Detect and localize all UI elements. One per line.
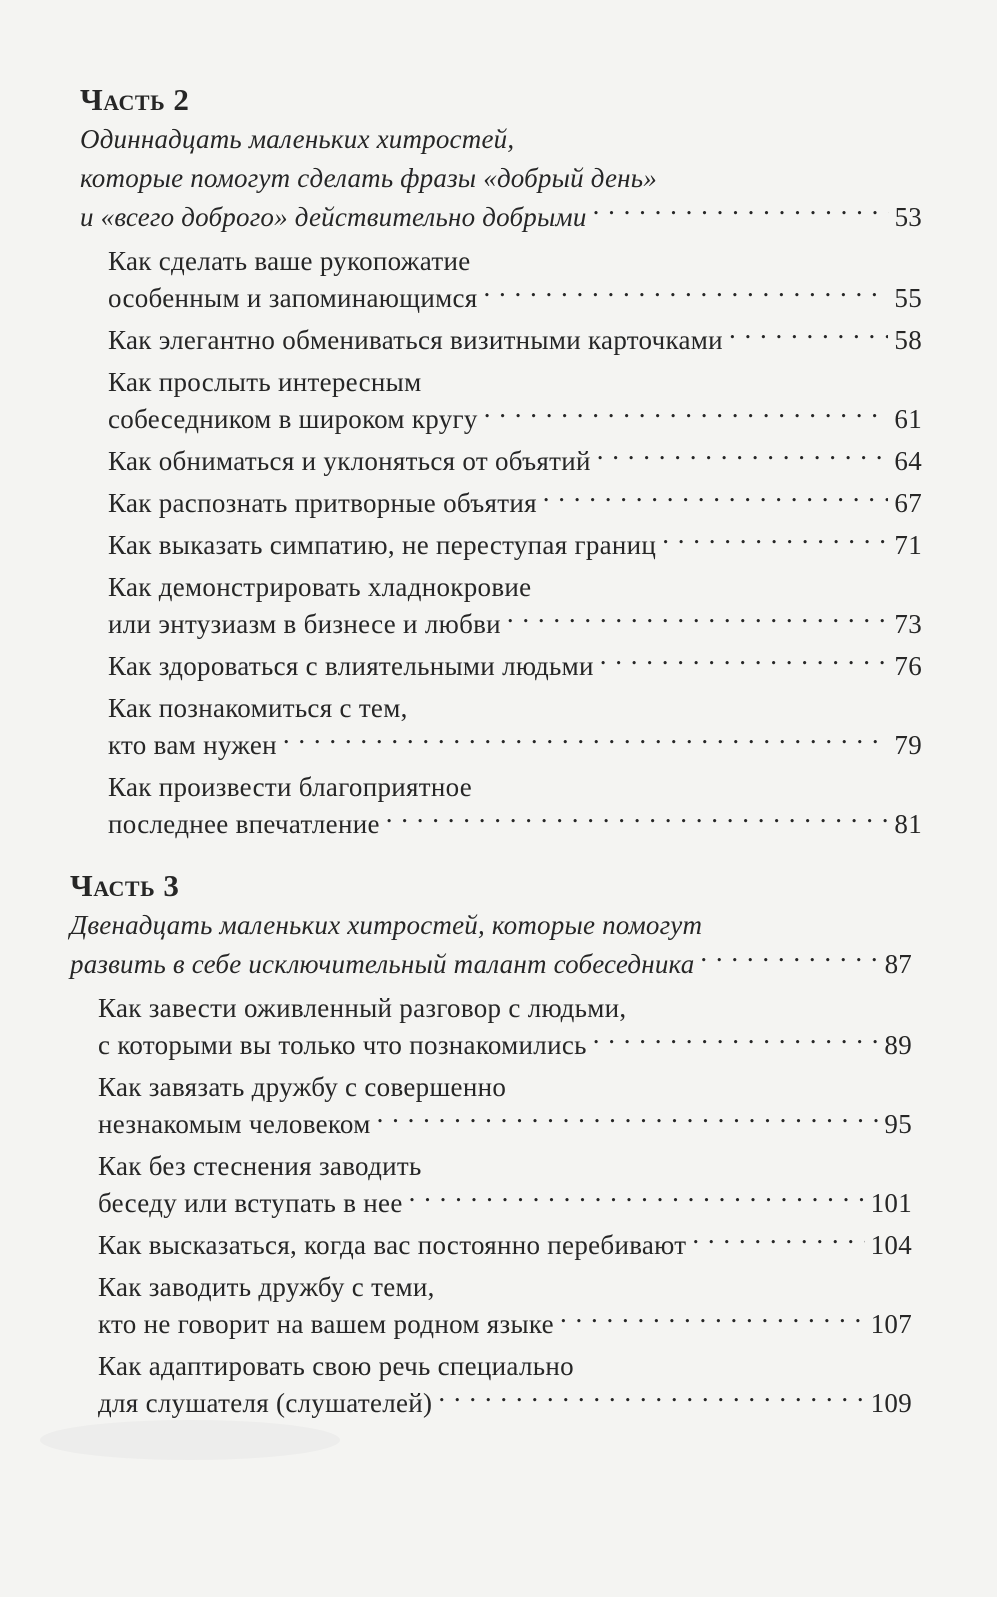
dot-leader bbox=[377, 1106, 879, 1133]
entry-last-line bbox=[98, 1385, 912, 1422]
entry-text: или энтузиазм в бизнесе и любви bbox=[108, 609, 501, 639]
entry-text: кто не говорит на вашем родном языке bbox=[98, 1309, 554, 1339]
toc-entry bbox=[108, 569, 922, 643]
toc-entry bbox=[108, 527, 922, 564]
dot-leader bbox=[662, 527, 888, 554]
toc-entries bbox=[70, 990, 912, 1422]
toc-entry bbox=[108, 443, 922, 480]
entry-last-line bbox=[98, 1227, 912, 1264]
entry-line: Как прослыть интересным bbox=[108, 367, 422, 397]
entry-text: Как обниматься и уклоняться от объятий bbox=[108, 446, 591, 476]
page-number: 67 bbox=[894, 488, 922, 518]
entry-last-line bbox=[108, 727, 922, 764]
page-number: 107 bbox=[870, 1309, 912, 1339]
toc-entry bbox=[108, 485, 922, 522]
entry-last-line bbox=[98, 1027, 912, 1064]
page-number: 73 bbox=[894, 609, 922, 639]
page-number: 79 bbox=[894, 730, 922, 760]
entry-last-line bbox=[108, 806, 922, 843]
part-subtitle bbox=[70, 906, 912, 984]
dot-leader bbox=[700, 946, 878, 973]
part-heading: Часть 3 bbox=[70, 868, 180, 903]
toc-entry bbox=[108, 769, 922, 843]
entry-last-line bbox=[108, 648, 922, 685]
page-number: 61 bbox=[894, 404, 922, 434]
entry-last-line bbox=[108, 527, 922, 564]
entry-line: Как завести оживленный разговор с людьми, bbox=[98, 993, 627, 1023]
entry-text: для слушателя (слушателей) bbox=[98, 1388, 433, 1418]
entry-line: Как заводить дружбу с теми, bbox=[98, 1272, 435, 1302]
page-number: 95 bbox=[884, 1109, 912, 1139]
toc-entry bbox=[98, 1348, 912, 1422]
toc-entry bbox=[108, 690, 922, 764]
entry-last-line bbox=[108, 401, 922, 438]
toc-entry bbox=[98, 1148, 912, 1222]
page-number: 81 bbox=[894, 809, 922, 839]
entry-line: Как завязать дружбу с совершенно bbox=[98, 1072, 507, 1102]
subtitle-last-line bbox=[70, 945, 912, 984]
entry-text: кто вам нужен bbox=[108, 730, 277, 760]
toc-entry bbox=[98, 1269, 912, 1343]
subtitle-line: Одиннадцать маленьких хитростей, bbox=[80, 124, 515, 154]
dot-leader bbox=[597, 443, 889, 470]
toc-entry bbox=[98, 1227, 912, 1264]
toc-part-3 bbox=[70, 868, 912, 1427]
entry-text: особенным и запоминающимся bbox=[108, 283, 478, 313]
page-number: 104 bbox=[870, 1230, 912, 1260]
entry-last-line bbox=[98, 1306, 912, 1343]
dot-leader bbox=[507, 606, 888, 633]
dot-leader bbox=[543, 485, 889, 512]
page-number: 71 bbox=[894, 530, 922, 560]
page-number: 87 bbox=[884, 949, 912, 979]
entry-text: Как выказать симпатию, не переступая границ bbox=[108, 530, 657, 560]
toc-entry bbox=[108, 243, 922, 317]
dot-leader bbox=[438, 1385, 864, 1412]
dot-leader bbox=[729, 322, 888, 349]
toc-entries bbox=[80, 243, 922, 843]
entry-line: Как без стеснения заводить bbox=[98, 1151, 422, 1181]
entry-last-line bbox=[98, 1106, 912, 1143]
dot-leader bbox=[560, 1306, 865, 1333]
dot-leader bbox=[283, 727, 888, 754]
entry-last-line bbox=[108, 443, 922, 480]
page-number: 58 bbox=[894, 325, 922, 355]
toc-part-2 bbox=[80, 82, 922, 848]
entry-last-line bbox=[108, 485, 922, 522]
page-number: 64 bbox=[894, 446, 922, 476]
entry-text: беседу или вступать в нее bbox=[98, 1188, 403, 1218]
dot-leader bbox=[593, 199, 889, 226]
subtitle-text: и «всего доброго» действительно добрыми bbox=[80, 202, 587, 232]
subtitle-last-line bbox=[80, 198, 922, 237]
entry-last-line bbox=[98, 1185, 912, 1222]
subtitle-text: развить в себе исключительный талант собеседника bbox=[70, 949, 695, 979]
entry-line: Как произвести благоприятное bbox=[108, 772, 473, 802]
subtitle-line: которые помогут сделать фразы «добрый день» bbox=[80, 163, 657, 193]
entry-last-line bbox=[108, 322, 922, 359]
page-number: 109 bbox=[870, 1388, 912, 1418]
entry-line: Как сделать ваше рукопожатие bbox=[108, 246, 471, 276]
page-number: 76 bbox=[894, 651, 922, 681]
dot-leader bbox=[593, 1027, 879, 1054]
entry-line: Как познакомиться с тем, bbox=[108, 693, 408, 723]
entry-last-line bbox=[108, 606, 922, 643]
page-number: 101 bbox=[870, 1188, 912, 1218]
entry-line: Как демонстрировать хладнокровие bbox=[108, 572, 532, 602]
dot-leader bbox=[409, 1185, 865, 1212]
dot-leader bbox=[484, 401, 889, 428]
entry-text: с которыми вы только что познакомились bbox=[98, 1030, 587, 1060]
page-number: 53 bbox=[894, 202, 922, 232]
dot-leader bbox=[484, 280, 889, 307]
toc-entry bbox=[108, 648, 922, 685]
subtitle-line: Двенадцать маленьких хитростей, которые помогут bbox=[70, 910, 703, 940]
part-subtitle bbox=[80, 120, 922, 237]
page-number: 55 bbox=[894, 283, 922, 313]
entry-text: Как распознать притворные объятия bbox=[108, 488, 537, 518]
part-heading: Часть 2 bbox=[80, 82, 190, 117]
entry-text: Как здороваться с влиятельными людьми bbox=[108, 651, 594, 681]
page-number: 89 bbox=[884, 1030, 912, 1060]
entry-text: последнее впечатление bbox=[108, 809, 380, 839]
dot-leader bbox=[600, 648, 889, 675]
toc-entry bbox=[108, 364, 922, 438]
entry-text: собеседником в широком кругу bbox=[108, 404, 478, 434]
dot-leader bbox=[386, 806, 889, 833]
entry-text: Как элегантно обмениваться визитными карточками bbox=[108, 325, 723, 355]
entry-text: незнакомым человеком bbox=[98, 1109, 371, 1139]
dot-leader bbox=[692, 1227, 864, 1254]
entry-line: Как адаптировать свою речь специально bbox=[98, 1351, 574, 1381]
entry-last-line bbox=[108, 280, 922, 317]
entry-text: Как высказаться, когда вас постоянно перебивают bbox=[98, 1230, 687, 1260]
toc-entry bbox=[108, 322, 922, 359]
toc-entry bbox=[98, 1069, 912, 1143]
toc-entry bbox=[98, 990, 912, 1064]
